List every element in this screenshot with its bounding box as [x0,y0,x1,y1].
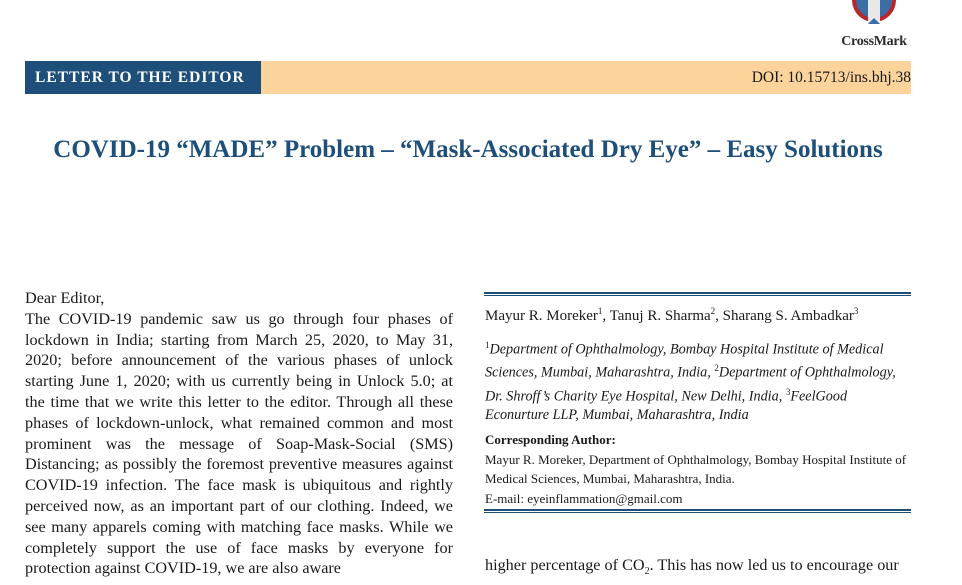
body-text-column [25,288,453,579]
corresponding-author-heading: Corresponding Author: [485,432,616,447]
author-affil-sup: 1 [597,306,603,316]
article-header-band [25,61,911,94]
article-title: COVID-19 “MADE” Problem – “Mask-Associated Dry Eye” – Easy Solutions [53,136,883,163]
author-affil-sup: 3 [853,306,859,316]
corresponding-author-address: Mayur R. Moreker, Department of Ophthalmology, Bombay Hospital Institute of Medical Sciences, Mumbai, Maharashtra, India. [485,451,907,486]
affiliation: FeelGood Econurture LLP, Mumbai, Maharashtra, India [485,388,848,423]
affiliation: Department of Ophthalmology, Bombay Hospital Institute of Medical Sciences, Mumbai, Maharashtra, India, [485,341,884,382]
affiliation: Department of Ophthalmology, Dr. Shroff’s Charity Eye Hospital, New Delhi, India, [485,365,896,405]
affiliations: $^1$Department of Ophthalmology, Bombay Hospital Institute of Medical Sciences, Mumbai, Maharashtra, India, $^2$Department of Ophthalmology, Dr. Shroff’s Charity Eye Hospital, New Delhi, India, $^3$FeelGood Econurture LLP, Mumbai, Maharashtra, India [485,340,896,423]
salutation: Dear Editor, [25,289,105,307]
author-affil-sup: 2 [710,306,716,316]
author-name[interactable]: Sharang S. Ambadkar [722,308,854,324]
author-block-top-rule [484,292,911,296]
author-block-bottom-rule [484,509,911,513]
author-list: Mayur R. Moreker$^1$, Tanuj R. Sharma$^2$, Sharang S. Ambadkar$^3$ [485,306,859,324]
body-paragraph: The COVID-19 pandemic saw us go through four phases of lockdown in India; starting from March 25, 2020, to May 31, 2020; before announcement of the various phases of unlock starting June 1, 2020; with us currently being in Unlock 5.0; at the time that we write this letter to the editor. Through all these phases of lockdown-unlock, what remained common and most prominent was the message of Soap-Mask-Social (SMS) Distancing; as possibly the foremost preventive measures against COVID-19 infection. The face mask is ubiquitous and rightly perceived now, as an important part of our clothing. Indeed, we see many apparels coming with matching face masks. While we completely support the use of face masks by everyone for protection against COVID-19, we are also aware [25,309,453,578]
crossmark-badge[interactable] [836,0,912,52]
corresponding-author-block [485,430,915,508]
article-type-label: LETTER TO THE EDITOR [25,61,261,94]
crossmark-icon [846,0,902,34]
author-name[interactable]: Tanuj R. Sharma [609,308,711,324]
crossmark-label: CrossMark [841,34,907,49]
right-column-text: higher percentage of $CO_2$. This has now led us to encourage our [485,556,899,578]
doi-link[interactable]: DOI: 10.15713/ins.bhj.38 [751,69,911,86]
corresponding-author-email[interactable]: E-mail: eyeinflammation@gmail.com [485,490,683,506]
author-name[interactable]: Mayur R. Moreker [485,308,598,324]
